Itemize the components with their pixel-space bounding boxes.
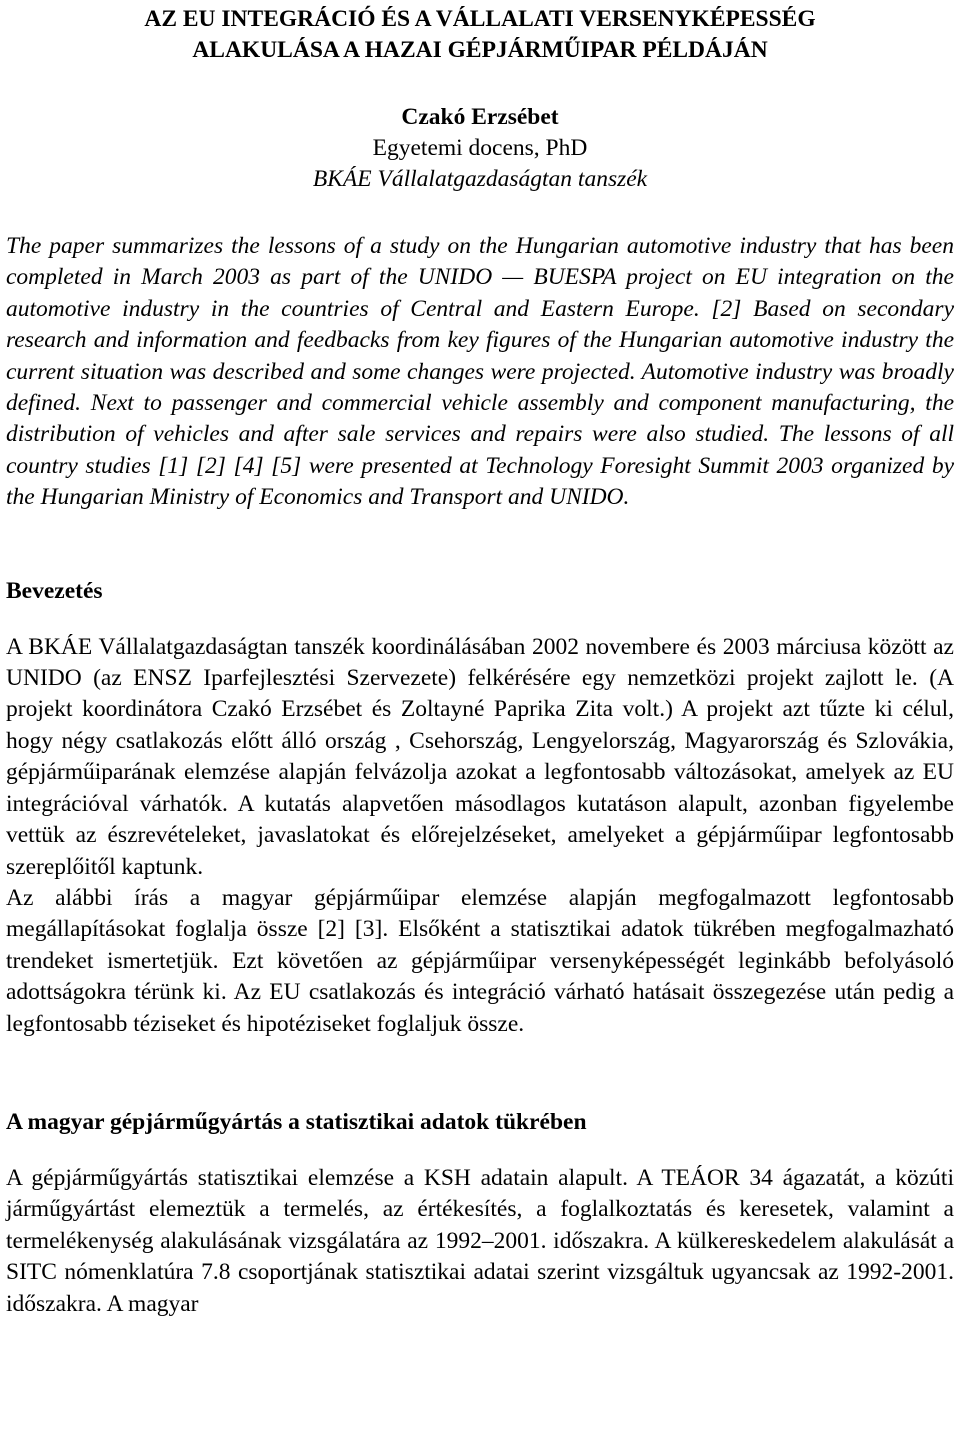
paper-title	[6, 4, 954, 66]
section-heading-statistics: A magyar gépjárműgyártás a statisztikai adatok tükrében	[6, 1108, 587, 1135]
title-line-1: AZ EU INTEGRÁCIÓ ÉS A VÁLLALATI VERSENYKÉPESSÉG	[144, 6, 816, 32]
statistics-paragraph-1: A gépjárműgyártás statisztikai elemzése a KSH adatain alapult. A TEÁOR 34 ágazatát, a közúti járműgyártást elemeztük a termelés, az értékesítés, a foglalkoztatás és keresetek, valamint a termelékenység alakulásának vizsgálatára az 1992–2001. időszakra. A külkereskedelem alakulását a SITC nómenklatúra 7.8 csoportjának statisztikai adatai szerint vizsgáltuk ugyancsak az 1992-2001. időszakra. A magyar	[6, 1164, 954, 1317]
intro-paragraph-2: Az alábbi írás a magyar gépjárműipar elemzése alapján megfogalmazott legfontosabb megállapításokat foglalja össze [2] [3]. Elsőként a statisztikai adatok tükrében megfogalmazható trendeket ismertetjük. Ezt követően az gépjárműipar versenyképességét leginkább befolyásoló adottságokra térünk ki. Az EU csatlakozás és integráció várható hatásait összegezése után pedig a legfontosabb téziseket és hipotéziseket foglaljuk össze.	[6, 884, 954, 1037]
title-line-2: ALAKULÁSA A HAZAI GÉPJÁRMŰIPAR PÉLDÁJÁN	[192, 37, 768, 63]
section-heading-introduction: Bevezetés	[6, 577, 103, 604]
author-department: BKÁE Vállalatgazdaságtan tanszék	[312, 166, 648, 192]
author-position: Egyetemi docens, PhD	[372, 135, 588, 161]
author-name: Czakó Erzsébet	[401, 104, 559, 130]
intro-paragraph-1: A BKÁE Vállalatgazdaságtan tanszék koordinálásában 2002 novembere és 2003 márciusa között az UNIDO (az ENSZ Iparfejlesztési Szervezete) felkérésére egy nemzetközi projekt zajlott le. (A projekt koordinátora Czakó Erzsébet és Zoltayné Paprika Zita volt.) A projekt azt tűzte ki célul, hogy négy csatlakozás előtt álló ország , Csehország, Lengyelország, Magyarország és Szlovákia, gépjárműiparának elemzése alapján felvázolja azokat a legfontosabb változásokat, amelyek az EU integrációval várhatók. A kutatás alapvetően másodlagos kutatáson alapult, azonban figyelembe vettük az észrevételeket, javaslatokat és előrejelzéseket, amelyeket a gépjárműipar legfontosabb szereplőitől kaptunk.	[6, 633, 954, 880]
abstract: The paper summarizes the lessons of a study on the Hungarian automotive industry that has been completed in March 2003 as part of the UNIDO — BUESPA project on EU integration on the automotive industry in the countries of Central and Eastern Europe. [2] Based on secondary research and information and feedbacks from key figures of the Hungarian automotive industry the current situation was described and some changes were projected. Automotive industry was broadly defined. Next to passenger and commercial vehicle assembly and component manufacturing, the distribution of vehicles and after sale services and repairs were also studied. The lessons of all country studies [1] [2] [4] [5] were presented at Technology Foresight Summit 2003 organized by the Hungarian Ministry of Economics and Transport and UNIDO.	[6, 233, 954, 511]
author-block	[6, 102, 954, 195]
